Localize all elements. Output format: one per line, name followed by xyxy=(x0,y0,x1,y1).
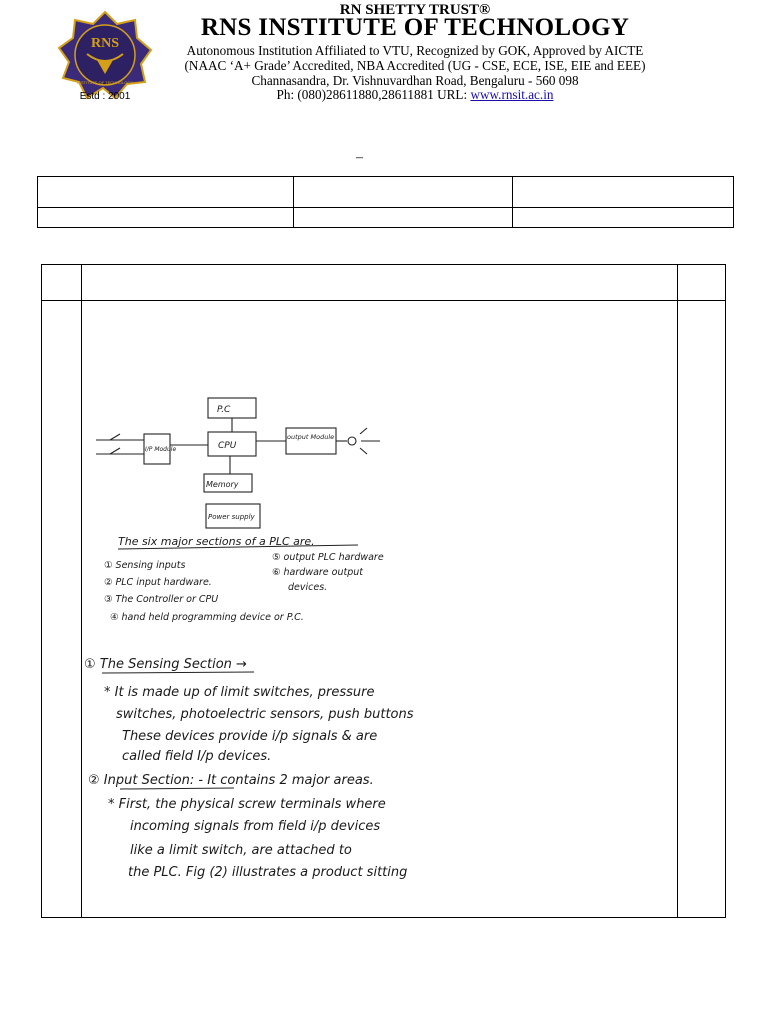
section1-body xyxy=(104,685,414,764)
note-line: These devices provide i/p signals & are xyxy=(122,729,378,744)
block-label-output-module: output Module xyxy=(287,433,335,441)
block-label-ip-module: I/P Module xyxy=(145,446,177,453)
address-line: Channasandra, Dr. Vishnuvardhan Road, Bengaluru - 560 098 xyxy=(251,73,579,88)
info-cell xyxy=(294,177,513,208)
section2-title: ② Input Section: - It contains 2 major areas. xyxy=(88,773,374,788)
sections-list-right xyxy=(272,552,384,593)
note-line: called field I/p devices. xyxy=(122,749,272,764)
info-cell xyxy=(38,177,294,208)
website-link[interactable]: www.rnsit.ac.in xyxy=(470,87,554,102)
trust-name: RN SHETTY TRUST® xyxy=(339,2,491,18)
info-cell xyxy=(513,177,734,208)
info-cell xyxy=(294,208,513,228)
institute-logo xyxy=(57,10,153,102)
plc-block-diagram xyxy=(96,398,380,528)
sections-heading: The six major sections of a PLC are. xyxy=(118,535,315,548)
block-label-memory: Memory xyxy=(206,480,239,489)
logo-ring-text: INSTITUTE OF TECHNOLOGY xyxy=(76,80,134,85)
note-line: incoming signals from field i/p devices xyxy=(130,819,381,834)
section-item: ⑤ output PLC hardware xyxy=(272,552,384,563)
note-line: * It is made up of limit switches, pressure xyxy=(104,685,375,700)
section-item: ④ hand held programming device or P.C. xyxy=(110,612,304,623)
note-line: switches, photoelectric sensors, push buttons xyxy=(116,707,414,722)
block-label-power-supply: Power supply xyxy=(208,513,255,521)
output-module-block xyxy=(286,428,336,454)
block-label-cpu: CPU xyxy=(218,441,237,451)
section2-body xyxy=(108,797,407,880)
section-item: ② PLC input hardware. xyxy=(104,577,212,588)
note-line: like a limit switch, are attached to xyxy=(130,843,352,858)
note-line: the PLC. Fig (2) illustrates a product sitting xyxy=(128,865,408,880)
accreditation-line-2: (NAAC ‘A+ Grade’ Accredited, NBA Accredited (UG - CSE, ECE, ISE, EIE and EEE) xyxy=(184,58,646,73)
institute-name: RNS INSTITUTE OF TECHNOLOGY xyxy=(200,14,630,41)
title-dash: – xyxy=(356,150,363,165)
contact-line xyxy=(150,87,680,103)
pc-block xyxy=(208,398,256,418)
note-line: * First, the physical screw terminals where xyxy=(108,797,386,812)
established-year: Estd : 2001 xyxy=(79,91,131,102)
section-item: ⑥ hardware output xyxy=(272,567,364,578)
phone-text: Ph: (080)28611880,28611881 URL: xyxy=(276,87,471,102)
info-cell xyxy=(38,208,294,228)
section-item: ③ The Controller or CPU xyxy=(104,594,219,605)
accreditation-line-1: Autonomous Institution Affiliated to VTU, Recognized by GOK, Approved by AICTE xyxy=(186,43,644,58)
info-table xyxy=(37,176,734,228)
block-label-pc: P.C xyxy=(217,405,231,415)
info-cell xyxy=(513,208,734,228)
section-item: devices. xyxy=(288,582,328,593)
logo-text: RNS xyxy=(90,36,120,51)
section1-title: ① The Sensing Section → xyxy=(84,657,247,672)
handwritten-answer xyxy=(82,300,678,900)
section-item: ① Sensing inputs xyxy=(104,560,186,571)
